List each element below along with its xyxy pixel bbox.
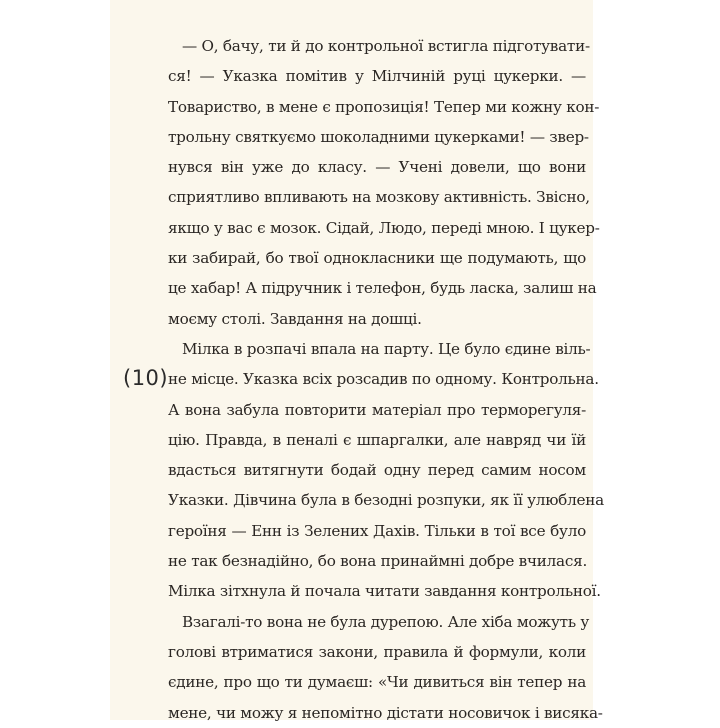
text-line: не місце. Указка всіх розсадив по одному. Контрольна. [168, 370, 599, 389]
text-line: Мілка зітхнула й почала читати завдання контрольної. [168, 582, 601, 601]
paragraph-2 [168, 334, 604, 607]
text-line: цію. Правда, в пеналі є шпаргалки, але навряд чи їй [168, 430, 586, 449]
paragraph-3 [168, 607, 603, 728]
text-line: мене, чи можу я непомітно дістати носовичок і висяка- [168, 703, 603, 722]
text-line: Указки. Дівчина була в безодні розпуки, як її улюблена [168, 491, 604, 510]
text-line: не так безнадійно, бо вона принаймні добре вчилася. [168, 552, 588, 571]
text-line: Мілка в розпачі впала на парту. Це було єдине віль- [182, 339, 591, 358]
text-line: нувся він уже до класу. — Учені довели, що вони [168, 158, 586, 177]
text-line: це хабар! А підручник і телефон, будь ласка, залиш на [168, 279, 597, 298]
text-line: якщо у вас є мозок. Сідай, Людо, переді мною. І цукер- [168, 218, 600, 237]
text-line: — О, бачу, ти й до контрольної встигла підготувати- [182, 37, 590, 55]
text-line: Товариство, в мене є пропозиція! Тепер ми кожну кон- [168, 97, 600, 116]
text-line: вдасться витягнути бодай одну перед самим носом [168, 461, 586, 480]
line-number-annotation: (10) [123, 366, 169, 390]
book-page [110, 0, 604, 722]
text-line: Взагалі-то вона не була дурепою. Але хіба можуть у [182, 612, 590, 631]
text-line: трольну святкуємо шоколадними цукерками! — звер- [168, 127, 589, 146]
text-line: голові втриматися закони, правила й формули, коли [168, 642, 586, 661]
text-line: ки забирай, бо твої однокласники ще подумають, що [168, 249, 586, 268]
text-line: ся! — Указка помітив у Мілчиній руці цукерки. — [168, 67, 586, 86]
text-line: сприятливо впливають на мозкову активність. Звісно, [168, 188, 590, 207]
paragraph-1 [168, 31, 600, 334]
text-line: єдине, про що ти думаєш: «Чи дивиться він тепер на [168, 673, 586, 692]
text-line: А вона забула повторити матеріал про терморегуля- [168, 400, 586, 419]
text-line: героїня — Енн із Зелених Дахів. Тільки в тої все було [168, 521, 586, 540]
text-line: моєму столі. Завдання на дошці. [168, 309, 422, 328]
page-body-text [168, 31, 604, 728]
